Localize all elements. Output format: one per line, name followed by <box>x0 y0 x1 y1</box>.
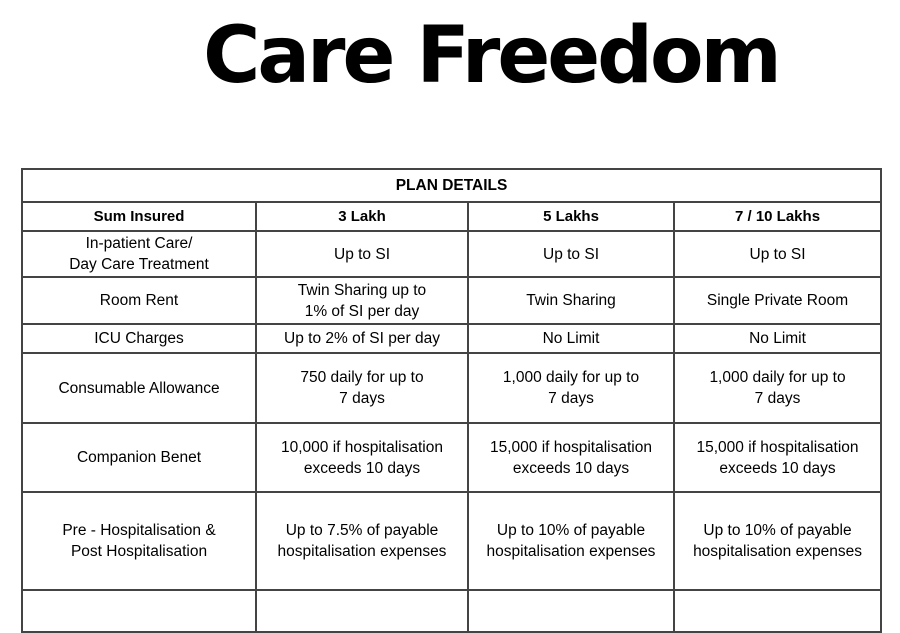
cell-7-10-lakhs: 15,000 if hospitalisation exceeds 10 days <box>674 423 881 492</box>
column-header-3-lakh: 3 Lakh <box>256 202 468 231</box>
row-label: Companion Benet <box>22 423 256 492</box>
table-row-inpatient-care <box>22 231 881 277</box>
cell-3-lakh: Twin Sharing up to 1% of SI per day <box>256 277 468 324</box>
cell-3-lakh: 10,000 if hospitalisation exceeds 10 days <box>256 423 468 492</box>
table-row-pre-post-hospitalisation <box>22 492 881 590</box>
column-header-sum-insured: Sum Insured <box>22 202 256 231</box>
cell-5-lakhs: 15,000 if hospitalisation exceeds 10 days <box>468 423 674 492</box>
column-header-row <box>22 202 881 231</box>
cell-3-lakh: Up to SI <box>256 231 468 277</box>
column-header-5-lakhs: 5 Lakhs <box>468 202 674 231</box>
table-row-cut-off <box>22 590 881 632</box>
column-header-7-10-lakhs: 7 / 10 Lakhs <box>674 202 881 231</box>
cell-5-lakhs: 1,000 daily for up to 7 days <box>468 353 674 423</box>
cell-3-lakh: Up to 7.5% of payable hospitalisation expenses <box>256 492 468 590</box>
table-row-room-rent <box>22 277 881 324</box>
cell-7-10-lakhs: 1,000 daily for up to 7 days <box>674 353 881 423</box>
page-title: Care Freedom <box>203 11 779 101</box>
cell-7-10-lakhs: Up to SI <box>674 231 881 277</box>
cell-3-lakh: Up to 2% of SI per day <box>256 324 468 353</box>
table-row-consumable-allowance <box>22 353 881 423</box>
cell-5-lakhs: No Limit <box>468 324 674 353</box>
table-row-companion-benefit <box>22 423 881 492</box>
cell-5-lakhs: Up to SI <box>468 231 674 277</box>
cell-5-lakhs: Twin Sharing <box>468 277 674 324</box>
cell-7-10-lakhs: No Limit <box>674 324 881 353</box>
row-label: Pre - Hospitalisation & Post Hospitalisation <box>22 492 256 590</box>
table-heading: PLAN DETAILS <box>22 169 881 202</box>
row-label: Room Rent <box>22 277 256 324</box>
cell-3-lakh: 750 daily for up to 7 days <box>256 353 468 423</box>
row-label: ICU Charges <box>22 324 256 353</box>
row-label: Consumable Allowance <box>22 353 256 423</box>
table-row-icu-charges <box>22 324 881 353</box>
cell-7-10-lakhs: Up to 10% of payable hospitalisation expenses <box>674 492 881 590</box>
cell-5-lakhs: Up to 10% of payable hospitalisation expenses <box>468 492 674 590</box>
cell-7-10-lakhs: Single Private Room <box>674 277 881 324</box>
plan-details-table <box>21 168 882 633</box>
row-label: In-patient Care/ Day Care Treatment <box>22 231 256 277</box>
